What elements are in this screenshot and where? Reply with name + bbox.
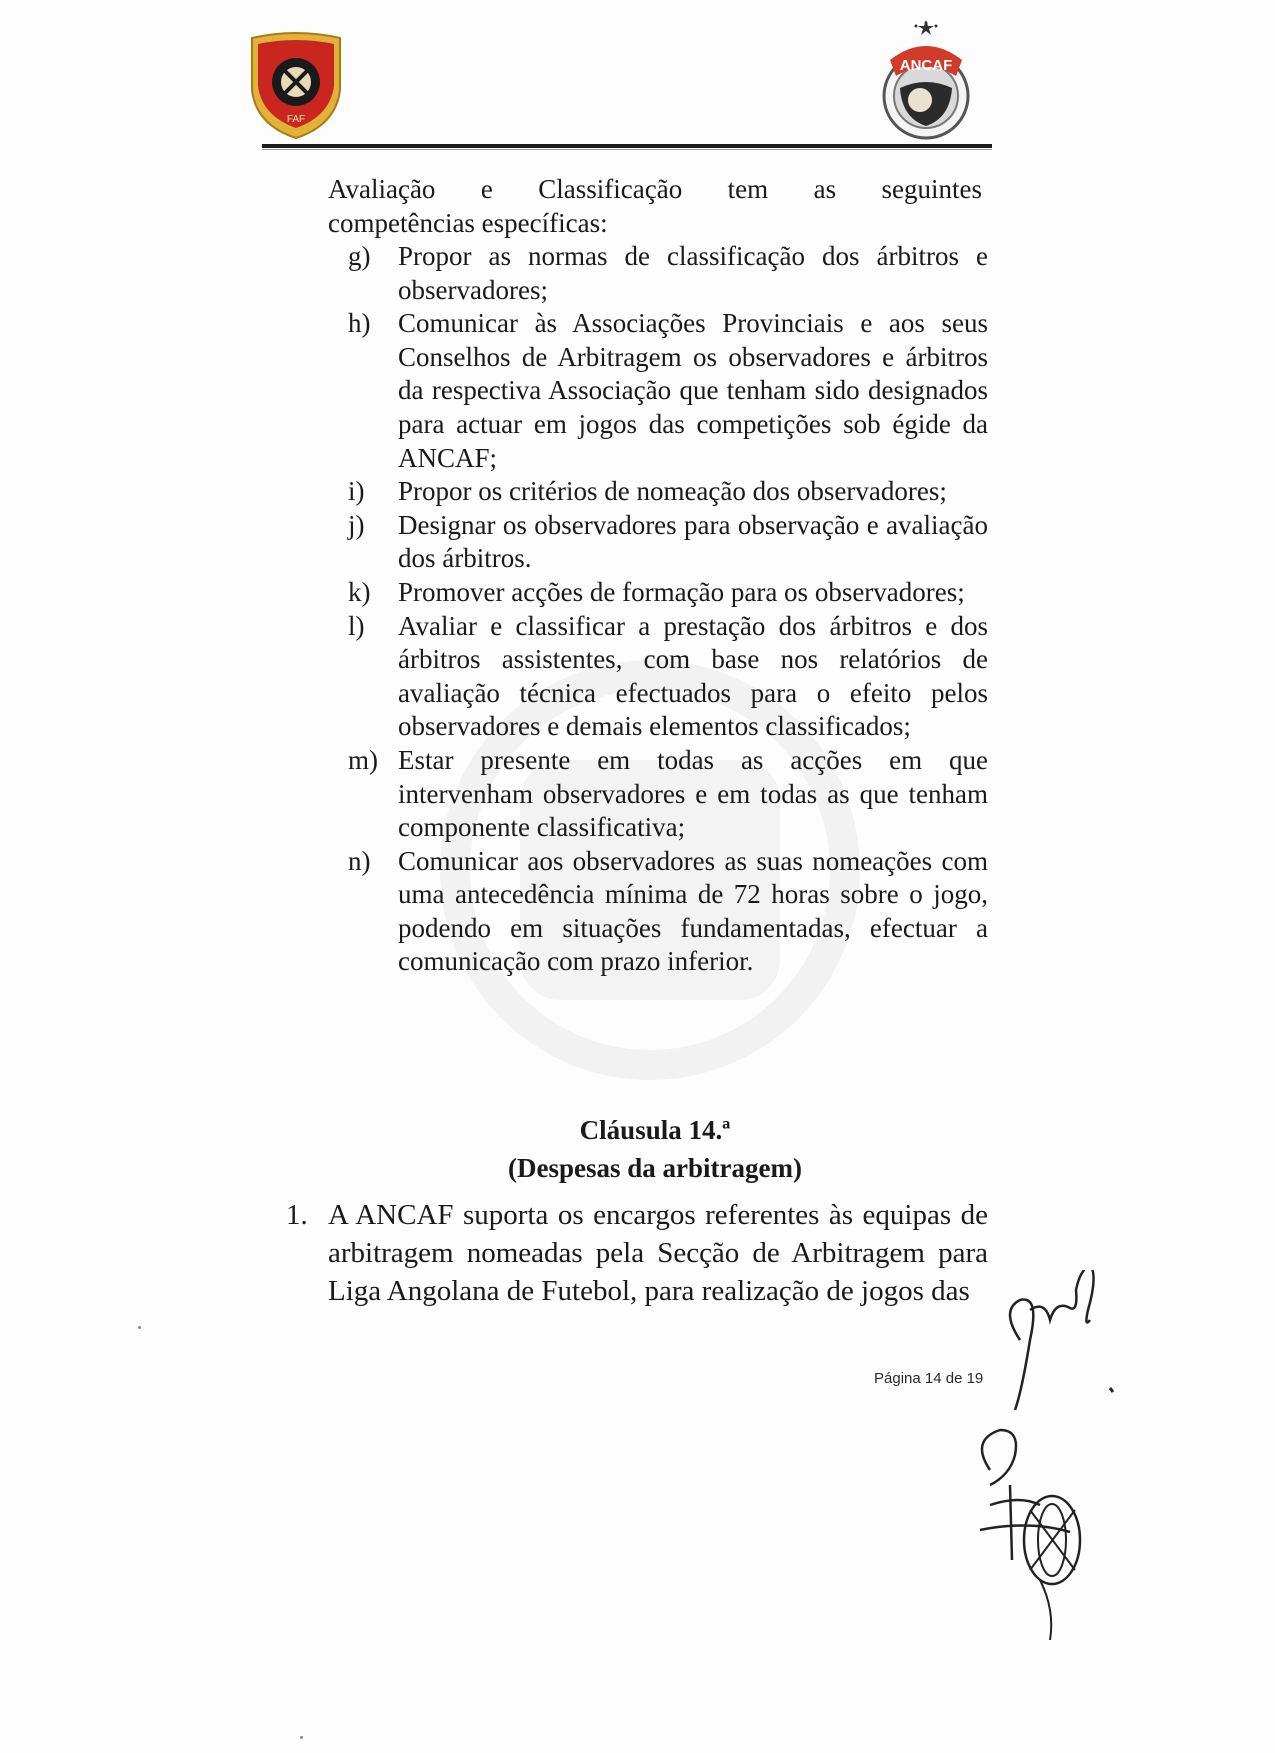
list-item (348, 307, 988, 475)
header-rule-thin (262, 149, 992, 150)
scan-speck (138, 1326, 141, 1329)
clause-subtitle: (Despesas da arbitragem) (508, 1153, 802, 1183)
svg-text:ANCAF: ANCAF (899, 57, 953, 74)
list-item (348, 576, 988, 610)
list-marker: g) (348, 241, 371, 271)
list-item (348, 475, 988, 509)
page-number: Página 14 de 19 (874, 1370, 984, 1387)
list-item (348, 509, 988, 576)
intro-paragraph (328, 172, 982, 240)
list-item (348, 744, 988, 845)
list-marker: k) (348, 576, 371, 607)
intro-line-1: Avaliação e Classificação tem as seguintes (328, 174, 982, 204)
list-text: Propor as normas de classificação dos árbitros e observadores; (398, 241, 988, 305)
ancaf-logo-icon (870, 18, 982, 143)
competencias-list (348, 240, 988, 979)
list-item (348, 845, 988, 979)
list-item (348, 240, 988, 307)
numbered-list (286, 1196, 988, 1310)
list-item (348, 610, 988, 744)
list-text: Propor os critérios de nomeação dos observadores; (398, 476, 947, 507)
list-text: Designar os observadores para observação e avaliação dos árbitros. (398, 509, 988, 574)
numbered-item (286, 1196, 988, 1310)
list-marker: j) (348, 509, 365, 540)
list-text: Comunicar aos observadores as suas nomeações com uma antecedência mínima de 72 horas sobre o jogo, podendo em situações fundamentadas, efectuar a comunicação com prazo inferior. (398, 845, 988, 977)
header-rule (262, 144, 992, 148)
clause-title: Cláusula 14.ª (579, 1115, 731, 1145)
faf-logo-icon (246, 30, 346, 140)
svg-text:FAF: FAF (286, 114, 306, 125)
signature-initials-icon (960, 1270, 1160, 1650)
list-marker: l) (348, 610, 365, 641)
intro-line-2: competências específicas: (328, 208, 608, 238)
list-marker: m) (348, 744, 378, 775)
numbered-text: A ANCAF suporta os encargos referentes às equipas de arbitragem nomeadas pela Secção de Arbitragem para Liga Angolana de Futebol, para realização de jogos das (328, 1199, 988, 1307)
list-text: Comunicar às Associações Provinciais e aos seus Conselhos de Arbitragem os observadores e árbitros da respectiva Associação que tenham sido designados para actuar em jogos das competições sob égide da ANCAF; (398, 308, 988, 473)
list-marker: n) (348, 845, 371, 876)
list-marker: h) (348, 308, 371, 339)
list-marker: i) (348, 476, 365, 507)
list-text: Promover acções de formação para os observadores; (398, 576, 965, 607)
scan-speck (300, 1736, 303, 1739)
list-text: Avaliar e classificar a prestação dos árbitros e dos árbitros assistentes, com base nos relatórios de avaliação técnica efectuados para o efeito pelos observadores e demais elementos classificados; (398, 610, 988, 742)
numbered-marker: 1. (286, 1199, 308, 1231)
list-text: Estar presente em todas as acções em que intervenham observadores e em todas as que tenham componente classificativa; (398, 744, 988, 843)
